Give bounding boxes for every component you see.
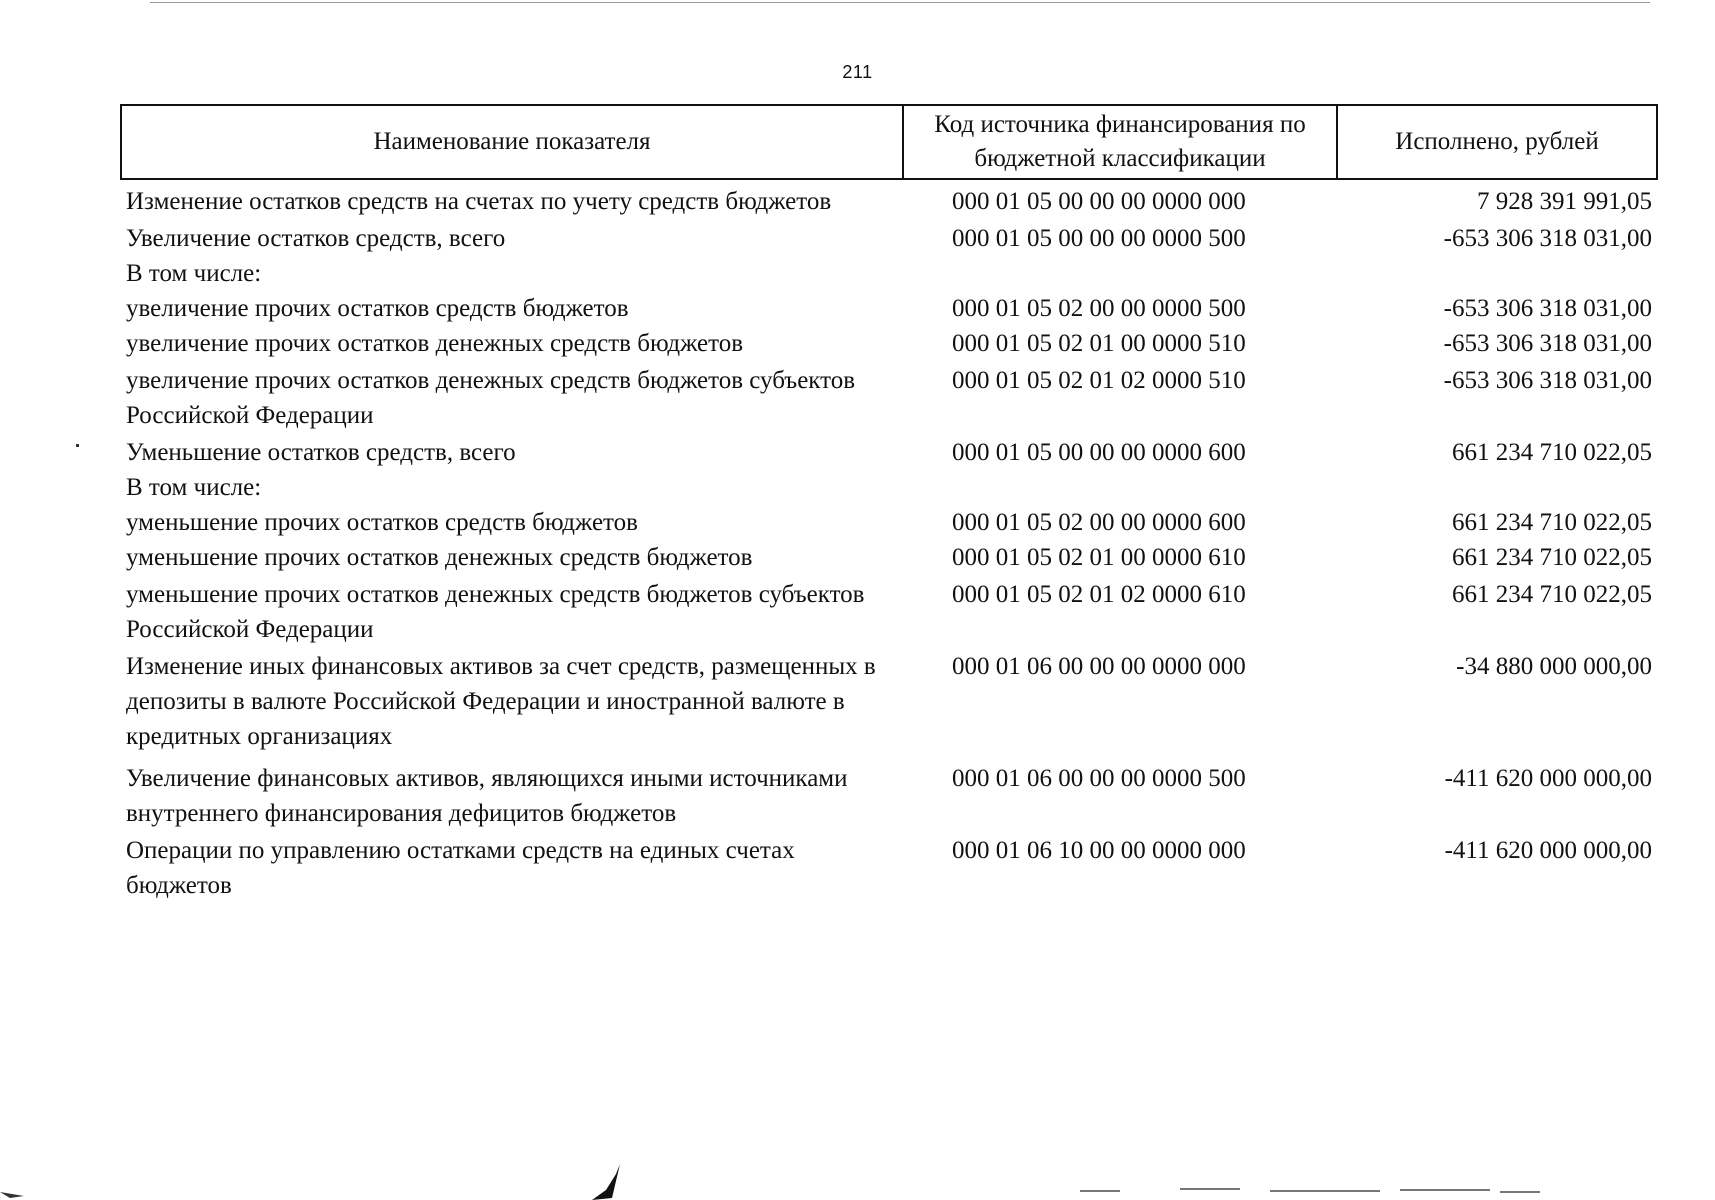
row-name: увеличение прочих остатков денежных средств бюджетов [126,330,744,357]
row-name: Уменьшение остатков средств, всего [126,439,516,466]
row-amount: 661 234 710 022,05 [1452,509,1652,536]
row-name: Операции по управлению остатками средств на единых счетах бюджетов [126,837,795,899]
table-row [120,291,1658,326]
row-name: уменьшение прочих остатков средств бюджетов [126,509,638,536]
row-code: 000 01 05 00 00 00 0000 500 [952,225,1246,252]
header-name: Наименование показателя [122,106,904,178]
table-row [120,184,1658,219]
page-number: 211 [842,62,873,82]
scan-edge-line [150,2,1650,3]
scan-artifacts [0,1160,1715,1200]
row-amount: -34 880 000 000,00 [1456,653,1652,680]
row-name: Увеличение финансовых активов, являющихся иными источниками внутреннего финансирования дефицитов бюджетов [126,765,848,827]
row-name: Изменение остатков средств на счетах по учету средств бюджетов [126,188,832,215]
row-amount: 661 234 710 022,05 [1452,544,1652,571]
row-amount: 661 234 710 022,05 [1452,439,1652,466]
table-row [120,833,1658,903]
row-amount [1336,256,1658,291]
row-code: 000 01 05 02 01 02 0000 610 [952,581,1246,608]
row-code: 000 01 05 02 01 00 0000 610 [952,544,1246,571]
header-amount: Исполнено, рублей [1395,128,1599,155]
table-row [120,505,1658,540]
row-code [902,470,1336,505]
table-row [120,761,1658,831]
table-row [120,256,1658,291]
row-name: уменьшение прочих остатков денежных средств бюджетов субъектов Российской Федерации [126,581,865,643]
table-row [120,363,1658,433]
row-amount: 661 234 710 022,05 [1452,581,1652,608]
row-name: Увеличение остатков средств, всего [126,225,506,252]
row-code: 000 01 06 00 00 00 0000 000 [952,653,1246,680]
table-row [120,221,1658,256]
header-code: Код источника финансирования по бюджетной классификации [904,106,1338,178]
row-code [902,256,1336,291]
row-name: Изменение иных финансовых активов за счет средств, размещенных в депозиты в валюте Российской Федерации и иностранной валюте в кредитных организациях [126,653,876,750]
row-name: В том числе: [126,474,262,501]
row-code: 000 01 05 00 00 00 0000 600 [952,439,1246,466]
row-name: В том числе: [126,260,262,287]
table-row [120,540,1658,575]
row-code: 000 01 06 00 00 00 0000 500 [952,765,1246,792]
table-row [120,326,1658,361]
table-body [120,184,1658,905]
row-code: 000 01 05 02 00 00 0000 500 [952,295,1246,322]
table-row [120,649,1658,754]
table-row [120,435,1658,470]
row-amount: -653 306 318 031,00 [1443,367,1652,394]
row-code: 000 01 05 00 00 00 0000 000 [952,188,1246,215]
row-amount: 7 928 391 991,05 [1477,188,1652,215]
row-amount: -411 620 000 000,00 [1444,837,1652,864]
row-code: 000 01 05 02 00 00 0000 600 [952,509,1246,536]
row-amount: -411 620 000 000,00 [1444,765,1652,792]
row-name: увеличение прочих остатков денежных средств бюджетов субъектов Российской Федерации [126,367,856,429]
row-name: уменьшение прочих остатков денежных средств бюджетов [126,544,753,571]
table-row [120,470,1658,505]
row-amount: -653 306 318 031,00 [1443,295,1652,322]
row-amount: -653 306 318 031,00 [1443,225,1652,252]
row-code: 000 01 05 02 01 00 0000 510 [952,330,1246,357]
row-amount [1336,470,1658,505]
table-header [120,104,1658,180]
row-name: увеличение прочих остатков средств бюджетов [126,295,629,322]
scan-speck [76,444,79,447]
row-code: 000 01 05 02 01 02 0000 510 [952,367,1246,394]
row-code: 000 01 06 10 00 00 0000 000 [952,837,1246,864]
table-row [120,577,1658,647]
row-amount: -653 306 318 031,00 [1443,330,1652,357]
